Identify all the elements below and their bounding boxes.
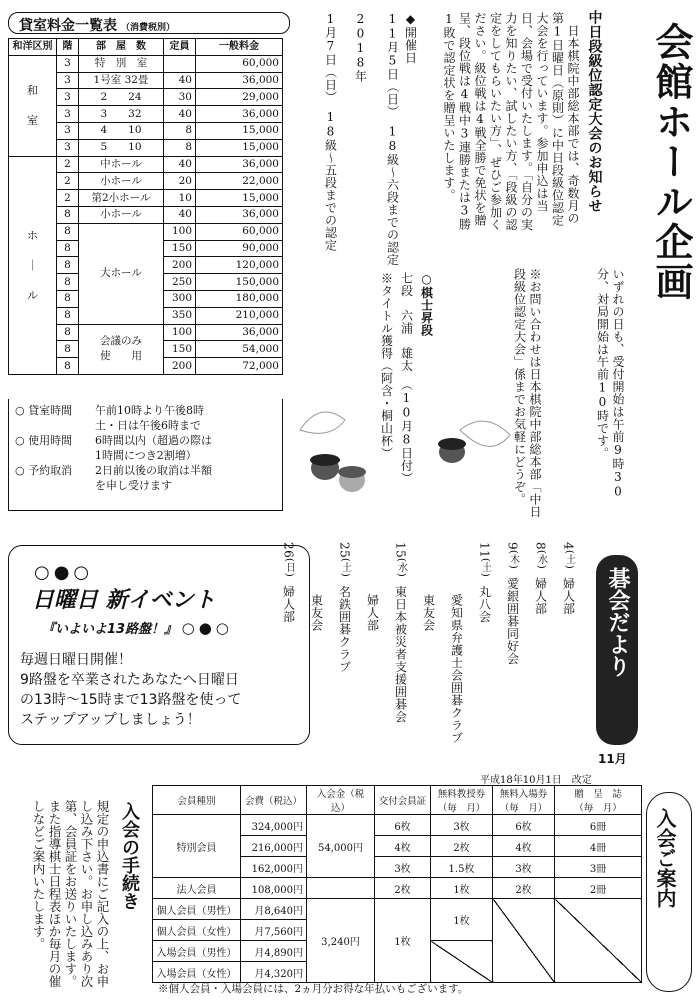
promo-note: ※タイトル獲得（阿含・桐山杯） (379, 272, 394, 460)
table-row: 8 会議のみ 使 用 100 36,000 (9, 324, 283, 341)
go-news-item (336, 542, 353, 673)
schedule-head: ◆開催日 (403, 12, 418, 64)
special-label: 特別会員 (153, 815, 241, 878)
go-news-dow: (土) (563, 550, 575, 570)
individual-join-fee: 3,240円 (307, 899, 375, 983)
col-header: 定員 (164, 39, 196, 56)
rent-fee-table (8, 38, 283, 375)
go-news-dow: (水) (395, 558, 407, 578)
table-row: 8 150 90,000 (9, 240, 283, 257)
table-row: 2 小ホール 20 22,000 (9, 173, 283, 190)
table-row: 2 第2小ホール 10 15,000 (9, 190, 283, 207)
event-body: 毎週日曜日開催！ 9路盤を卒業されたあなたへ日曜日 の13時〜15時まで13路盤を使って ステップアップしましょう！ (20, 652, 242, 728)
go-news-group: 婦人部 (365, 594, 380, 632)
revision-date: 平成18年10月1日 改定 (480, 775, 592, 786)
col-header: 無料教授券 （毎 月） (431, 786, 493, 815)
go-news-item (560, 542, 577, 615)
go-news-day: 11 (477, 542, 492, 559)
table-row: 8 200 72,000 (9, 358, 283, 375)
membership-footnote: ※個人会員・入場会員には、2ヵ月分お得な年払いもございます。 (158, 983, 469, 995)
na-cell (555, 899, 642, 983)
col-header: 会員種別 (153, 786, 241, 815)
go-news-group: 名鉄囲碁クラブ (337, 585, 352, 674)
go-news-day: 8 (533, 542, 548, 551)
rent-table-title: 貸室料金一覧表 （消費税別） (8, 12, 290, 34)
article-body: 日本棋院中部総本部では、奇数月の第1日曜日（原則）に中日段級位認定大会を行っています。参加申込は当日、会場で受付いたします。「自分の実力を知りたい、試したい方、「段級の認定をしてもらいたい方」、ぜひご参加ください。級位戦は4戦全勝で免状を贈呈、段位戦は4戦中3連勝または3勝1敗で認定状を贈呈いたします。 (442, 12, 580, 231)
go-news-title: 碁会だより (596, 555, 638, 745)
corp-label: 法人会員 (153, 878, 241, 899)
go-news-item (448, 586, 465, 744)
col-header: 会費（税込） (241, 786, 307, 815)
go-news-group: 婦人部 (533, 577, 548, 615)
go-news-item (504, 542, 521, 665)
promo-head: ○棋士昇段 (419, 272, 434, 337)
procedure-title: 入会の手続き (119, 802, 140, 910)
washitsu-label: 和 室 (9, 55, 57, 156)
go-news-item (308, 586, 325, 632)
col-header: 和洋区別 (9, 39, 57, 56)
leaf-acorn-icon (290, 380, 380, 500)
table-row: 3 4 10 8 15,000 (9, 122, 283, 139)
go-news-item (420, 586, 437, 632)
col-header: 交付会員証 (375, 786, 431, 815)
go-news-day: 25 (337, 542, 352, 559)
promo-line: 七段 六浦 雄太 （10月8日付） (399, 272, 414, 485)
col-header: 無料入場券 （毎 月） (493, 786, 555, 815)
go-news-item (532, 542, 549, 615)
go-news-dow: (土) (479, 558, 491, 578)
go-news-group: 東友会 (309, 594, 324, 632)
article-title: 中日段級位認定大会のお知らせ (586, 10, 603, 213)
go-news-group: 東友会 (421, 594, 436, 632)
schedule-year: 2018年 (353, 12, 368, 83)
go-news-item (476, 542, 493, 623)
event-subtitle: 『いよいよ13路盤！』 ○●○ (42, 619, 233, 637)
col-header: 部 屋 数 (79, 39, 164, 56)
special-join-fee: 54,000円 (307, 815, 375, 878)
inquiry-info: ※お問い合わせは日本棋院中部総本部「中日段級位認定大会」係までお気軽にどうぞ。 (512, 268, 542, 518)
leaf-acorn-icon (430, 400, 520, 490)
table-row: ホ ｜ ル 2 中ホール 40 36,000 (9, 156, 283, 173)
col-header: 階 (57, 39, 79, 56)
table-row: 3 3 32 40 36,000 (9, 106, 283, 123)
individual-lesson: 1枚 (431, 899, 493, 941)
schedule-1: 11月5日（日） 18級〜六段までの認定 (385, 12, 400, 266)
table-row: 8 300 180,000 (9, 290, 283, 307)
big-hall-label: 大ホール (79, 223, 164, 324)
meeting-label: 会議のみ 使 用 (79, 324, 164, 374)
go-news-month: 11月 (598, 752, 627, 766)
rent-notes (8, 399, 283, 511)
go-news-dow: (木) (507, 550, 519, 570)
col-header: 一般料金 (196, 39, 283, 56)
table-row: 8 250 150,000 (9, 274, 283, 291)
col-header: 入会金（税込） (307, 786, 375, 815)
reception-info: いずれの日も、受付開始は午前9時30分、対局開始は午前10時です。 (595, 268, 625, 499)
go-news-group: 丸八会 (477, 585, 492, 624)
membership-table: 会員種別 会費（税込） 入会金（税込） 交付会員証 無料教授券 （毎 月） 無料入場券 （毎 月） 贈 呈 誌 （毎 月） 特別会員 324,000円 54,000円 6枚 3枚 6枚 6冊 216,000円 4枚 2枚 4枚 4冊 162,000円 3枚 1.5枚 3枚 3冊 法人会員 108,000円 2枚 1枚 2枚 2冊 個人会員（男性） 月8,640円 3,240円 1枚 1枚 個人会員（女性） 月7,560円 入場会員（男性） 月4,890円 入場会員（女性） 月4,320円 (152, 785, 642, 983)
table-row: 和 室 3 特 別 室 60,000 (9, 55, 283, 72)
go-news-dow: (水) (535, 550, 547, 570)
go-news-dow: (日) (283, 558, 295, 578)
page-title: 会館ホール企画 (649, 22, 693, 302)
go-news-day: 9 (505, 542, 520, 551)
go-news-group: 愛知県弁護士会囲碁クラブ (449, 594, 464, 744)
schedule-2: 1月7日（日） 18級〜五段までの認定 (323, 12, 338, 252)
note-row: ○ 使用時間 6時間以内（超過の際は 1時間につき2割増） (15, 434, 212, 462)
individual-card: 1枚 (375, 899, 431, 983)
go-news-item (392, 542, 409, 723)
go-news-day: 26 (281, 542, 296, 559)
note-row: ○ 貸室時間 午前10時より午後8時 土・日は午後6時まで (15, 404, 204, 432)
go-news-group: 婦人部 (561, 577, 576, 615)
table-row: 8 200 120,000 (9, 257, 283, 274)
hall-label: ホ ｜ ル (9, 156, 57, 374)
table-row: 3 2 24 30 29,000 (9, 89, 283, 106)
go-news-dow: (土) (339, 558, 351, 578)
col-header: 贈 呈 誌 （毎 月） (555, 786, 642, 815)
go-news-day: 15 (393, 542, 408, 559)
table-row: 3 5 10 8 15,000 (9, 139, 283, 156)
event-title: 日曜日 新イベント (32, 588, 216, 613)
go-news-day: 4 (561, 542, 576, 551)
table-row: 8 350 210,000 (9, 307, 283, 324)
go-stone-icons: ○●○ (34, 562, 94, 583)
procedure-body: 規定の申込書にご記入の上、お申し込み下さい。お申し込みあり次第、会員証をお送りいたします。また指導棋士日程表ほか毎月の催しなどご案内いたします。 (31, 800, 110, 988)
membership-title: 入会ご案内 (653, 808, 677, 908)
go-stone-icons: ○●○ (181, 619, 233, 637)
go-news-group: 婦人部 (281, 585, 296, 624)
table-row: 3 1号室 32畳 40 36,000 (9, 72, 283, 89)
na-cell (431, 941, 493, 983)
go-news-group: 東日本被災者支援囲碁会 (393, 585, 408, 724)
go-news-group: 愛銀囲碁同好会 (505, 577, 520, 665)
na-cell (493, 899, 555, 983)
note-row: ○ 予約取消 2日前以後の取消は半額 を申し受けます (15, 464, 212, 492)
go-news-item (364, 586, 381, 632)
tax-note: （消費税別） (121, 23, 176, 33)
table-row: 8 大ホール 100 60,000 (9, 223, 283, 240)
table-row: 8 150 54,000 (9, 341, 283, 358)
table-row: 8 小ホール 40 36,000 (9, 206, 283, 223)
